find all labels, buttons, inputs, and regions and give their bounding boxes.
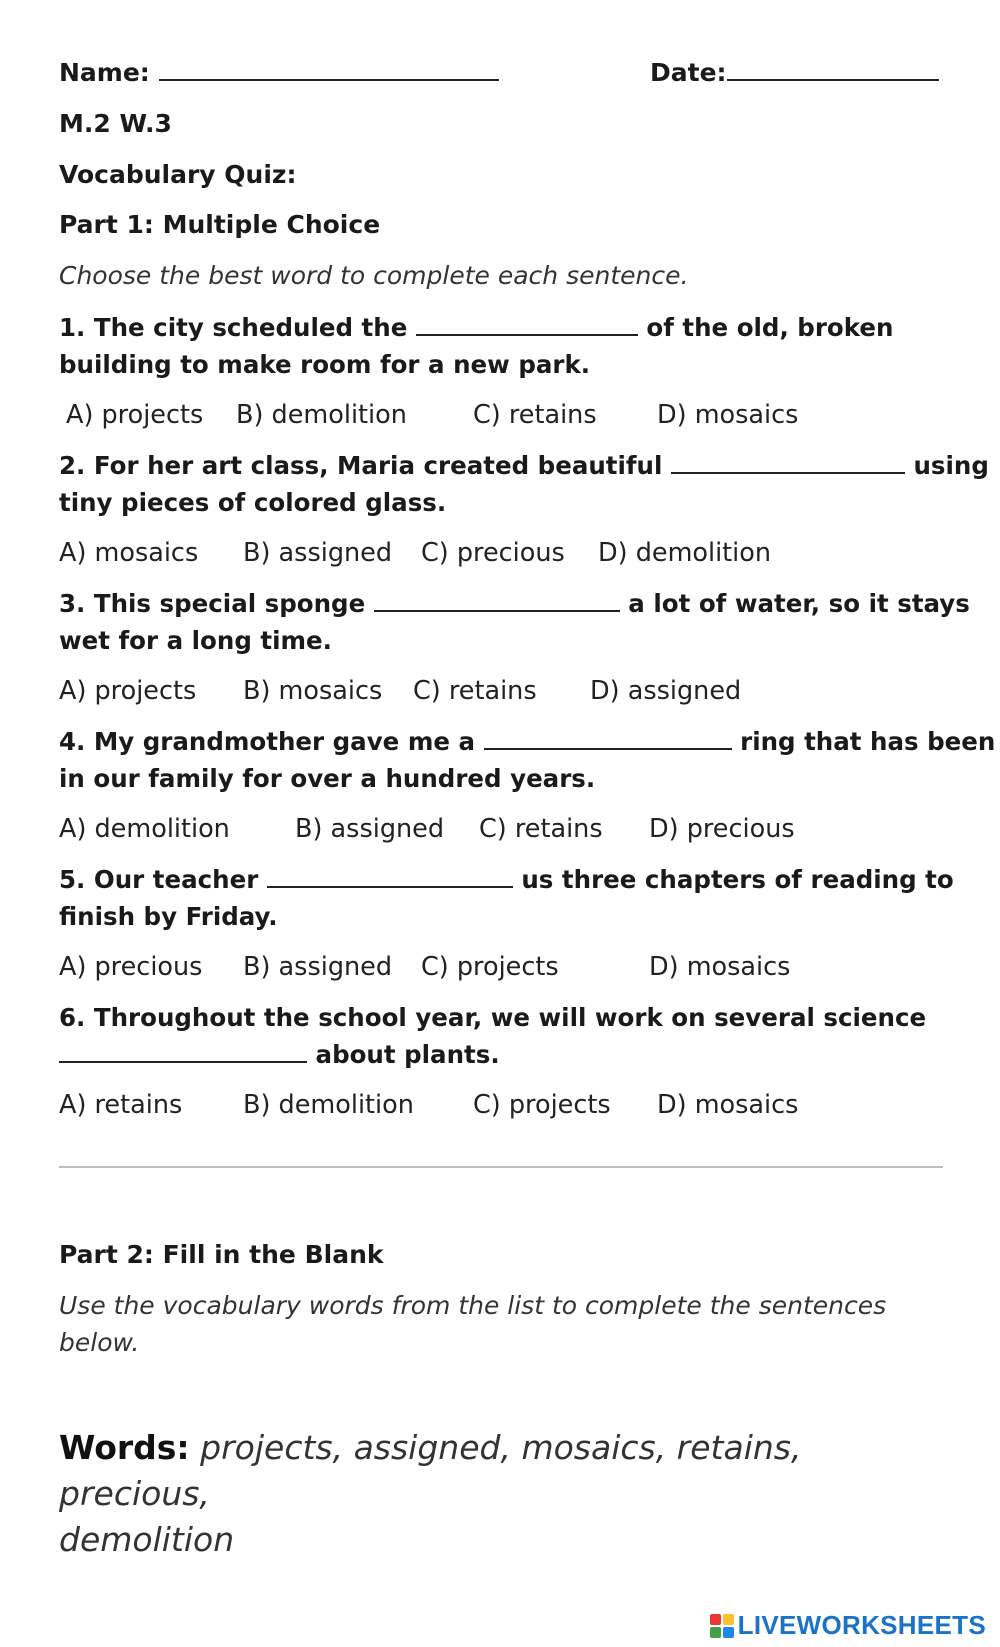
question-2-text-after: using: [913, 451, 989, 480]
q6-option-c[interactable]: C) projects: [473, 1090, 611, 1120]
part1-instructions: Choose the best word to complete each sentence.: [59, 261, 689, 290]
question-5-line1: [59, 861, 954, 898]
name-blank[interactable]: [159, 59, 499, 81]
q1-option-a[interactable]: A) projects: [66, 400, 204, 430]
question-2-line1: [59, 447, 989, 484]
q1-option-c[interactable]: C) retains: [473, 400, 597, 430]
date-blank[interactable]: [727, 59, 939, 81]
q6-option-d[interactable]: D) mosaics: [657, 1090, 799, 1120]
question-4-blank[interactable]: [484, 728, 732, 750]
question-4-text-before: 4. My grandmother gave me a: [59, 727, 476, 756]
question-6-line1: 6. Throughout the school year, we will work on several science: [59, 1003, 927, 1032]
question-2-text-before: 2. For her art class, Maria created beautiful: [59, 451, 663, 480]
q2-option-c[interactable]: C) precious: [421, 538, 565, 568]
q4-option-c[interactable]: C) retains: [479, 814, 603, 844]
quiz-title: Vocabulary Quiz:: [59, 160, 297, 189]
q1-option-d[interactable]: D) mosaics: [657, 400, 799, 430]
q5-option-a[interactable]: A) precious: [59, 952, 203, 982]
question-3-line2: wet for a long time.: [59, 626, 332, 655]
question-4-text-after: ring that has been: [740, 727, 996, 756]
q5-option-c[interactable]: C) projects: [421, 952, 559, 982]
question-1-line1: [59, 309, 893, 346]
q2-option-a[interactable]: A) mosaics: [59, 538, 199, 568]
q3-option-b[interactable]: B) mosaics: [243, 676, 383, 706]
date-row: [650, 58, 939, 87]
q6-option-a[interactable]: A) retains: [59, 1090, 183, 1120]
question-5-text-after: us three chapters of reading to: [521, 865, 954, 894]
word-bank-label: Words:: [59, 1428, 190, 1467]
question-5-blank[interactable]: [267, 866, 513, 888]
name-label: Name:: [59, 58, 150, 87]
q4-option-a[interactable]: A) demolition: [59, 814, 230, 844]
part2-instructions-line1: Use the vocabulary words from the list to complete the sentences: [59, 1291, 887, 1320]
word-bank: [59, 1425, 939, 1563]
q6-option-b[interactable]: B) demolition: [243, 1090, 414, 1120]
question-3-text-after: a lot of water, so it stays: [628, 589, 970, 618]
question-1-blank[interactable]: [416, 314, 638, 336]
question-3-text-before: 3. This special sponge: [59, 589, 366, 618]
section-divider: [59, 1166, 943, 1168]
course-code: M.2 W.3: [59, 109, 172, 138]
q3-option-a[interactable]: A) projects: [59, 676, 197, 706]
question-4-line2: in our family for over a hundred years.: [59, 764, 596, 793]
part2-instructions-line2: below.: [59, 1328, 140, 1357]
part2-title: Part 2: Fill in the Blank: [59, 1240, 384, 1269]
liveworksheets-logo-icon: [710, 1614, 734, 1638]
question-1-line2: building to make room for a new park.: [59, 350, 591, 379]
question-3-blank[interactable]: [374, 590, 620, 612]
q2-option-d[interactable]: D) demolition: [598, 538, 772, 568]
question-6-line2: [59, 1036, 500, 1073]
part1-title: Part 1: Multiple Choice: [59, 210, 381, 239]
q4-option-d[interactable]: D) precious: [649, 814, 795, 844]
q3-option-d[interactable]: D) assigned: [590, 676, 742, 706]
question-1-text-before: 1. The city scheduled the: [59, 313, 408, 342]
liveworksheets-logo: [710, 1610, 986, 1641]
question-6-text-after: about plants.: [315, 1040, 500, 1069]
question-3-line1: [59, 585, 970, 622]
q4-option-b[interactable]: B) assigned: [295, 814, 445, 844]
date-label: Date:: [650, 58, 727, 87]
question-5-text-before: 5. Our teacher: [59, 865, 259, 894]
q5-option-d[interactable]: D) mosaics: [649, 952, 791, 982]
name-row: [59, 58, 499, 87]
question-6-blank[interactable]: [59, 1041, 307, 1063]
liveworksheets-logo-text: LIVEWORKSHEETS: [737, 1610, 986, 1640]
question-5-line2: finish by Friday.: [59, 902, 278, 931]
q2-option-b[interactable]: B) assigned: [243, 538, 393, 568]
question-2-line2: tiny pieces of colored glass.: [59, 488, 447, 517]
q5-option-b[interactable]: B) assigned: [243, 952, 393, 982]
question-2-blank[interactable]: [671, 452, 905, 474]
q3-option-c[interactable]: C) retains: [413, 676, 537, 706]
question-4-line1: [59, 723, 995, 760]
question-1-text-after: of the old, broken: [646, 313, 894, 342]
q1-option-b[interactable]: B) demolition: [236, 400, 407, 430]
word-bank-list: projects, assigned, mosaics, retains, precious,: [59, 1428, 802, 1513]
word-bank-list-line2: demolition: [59, 1520, 235, 1559]
